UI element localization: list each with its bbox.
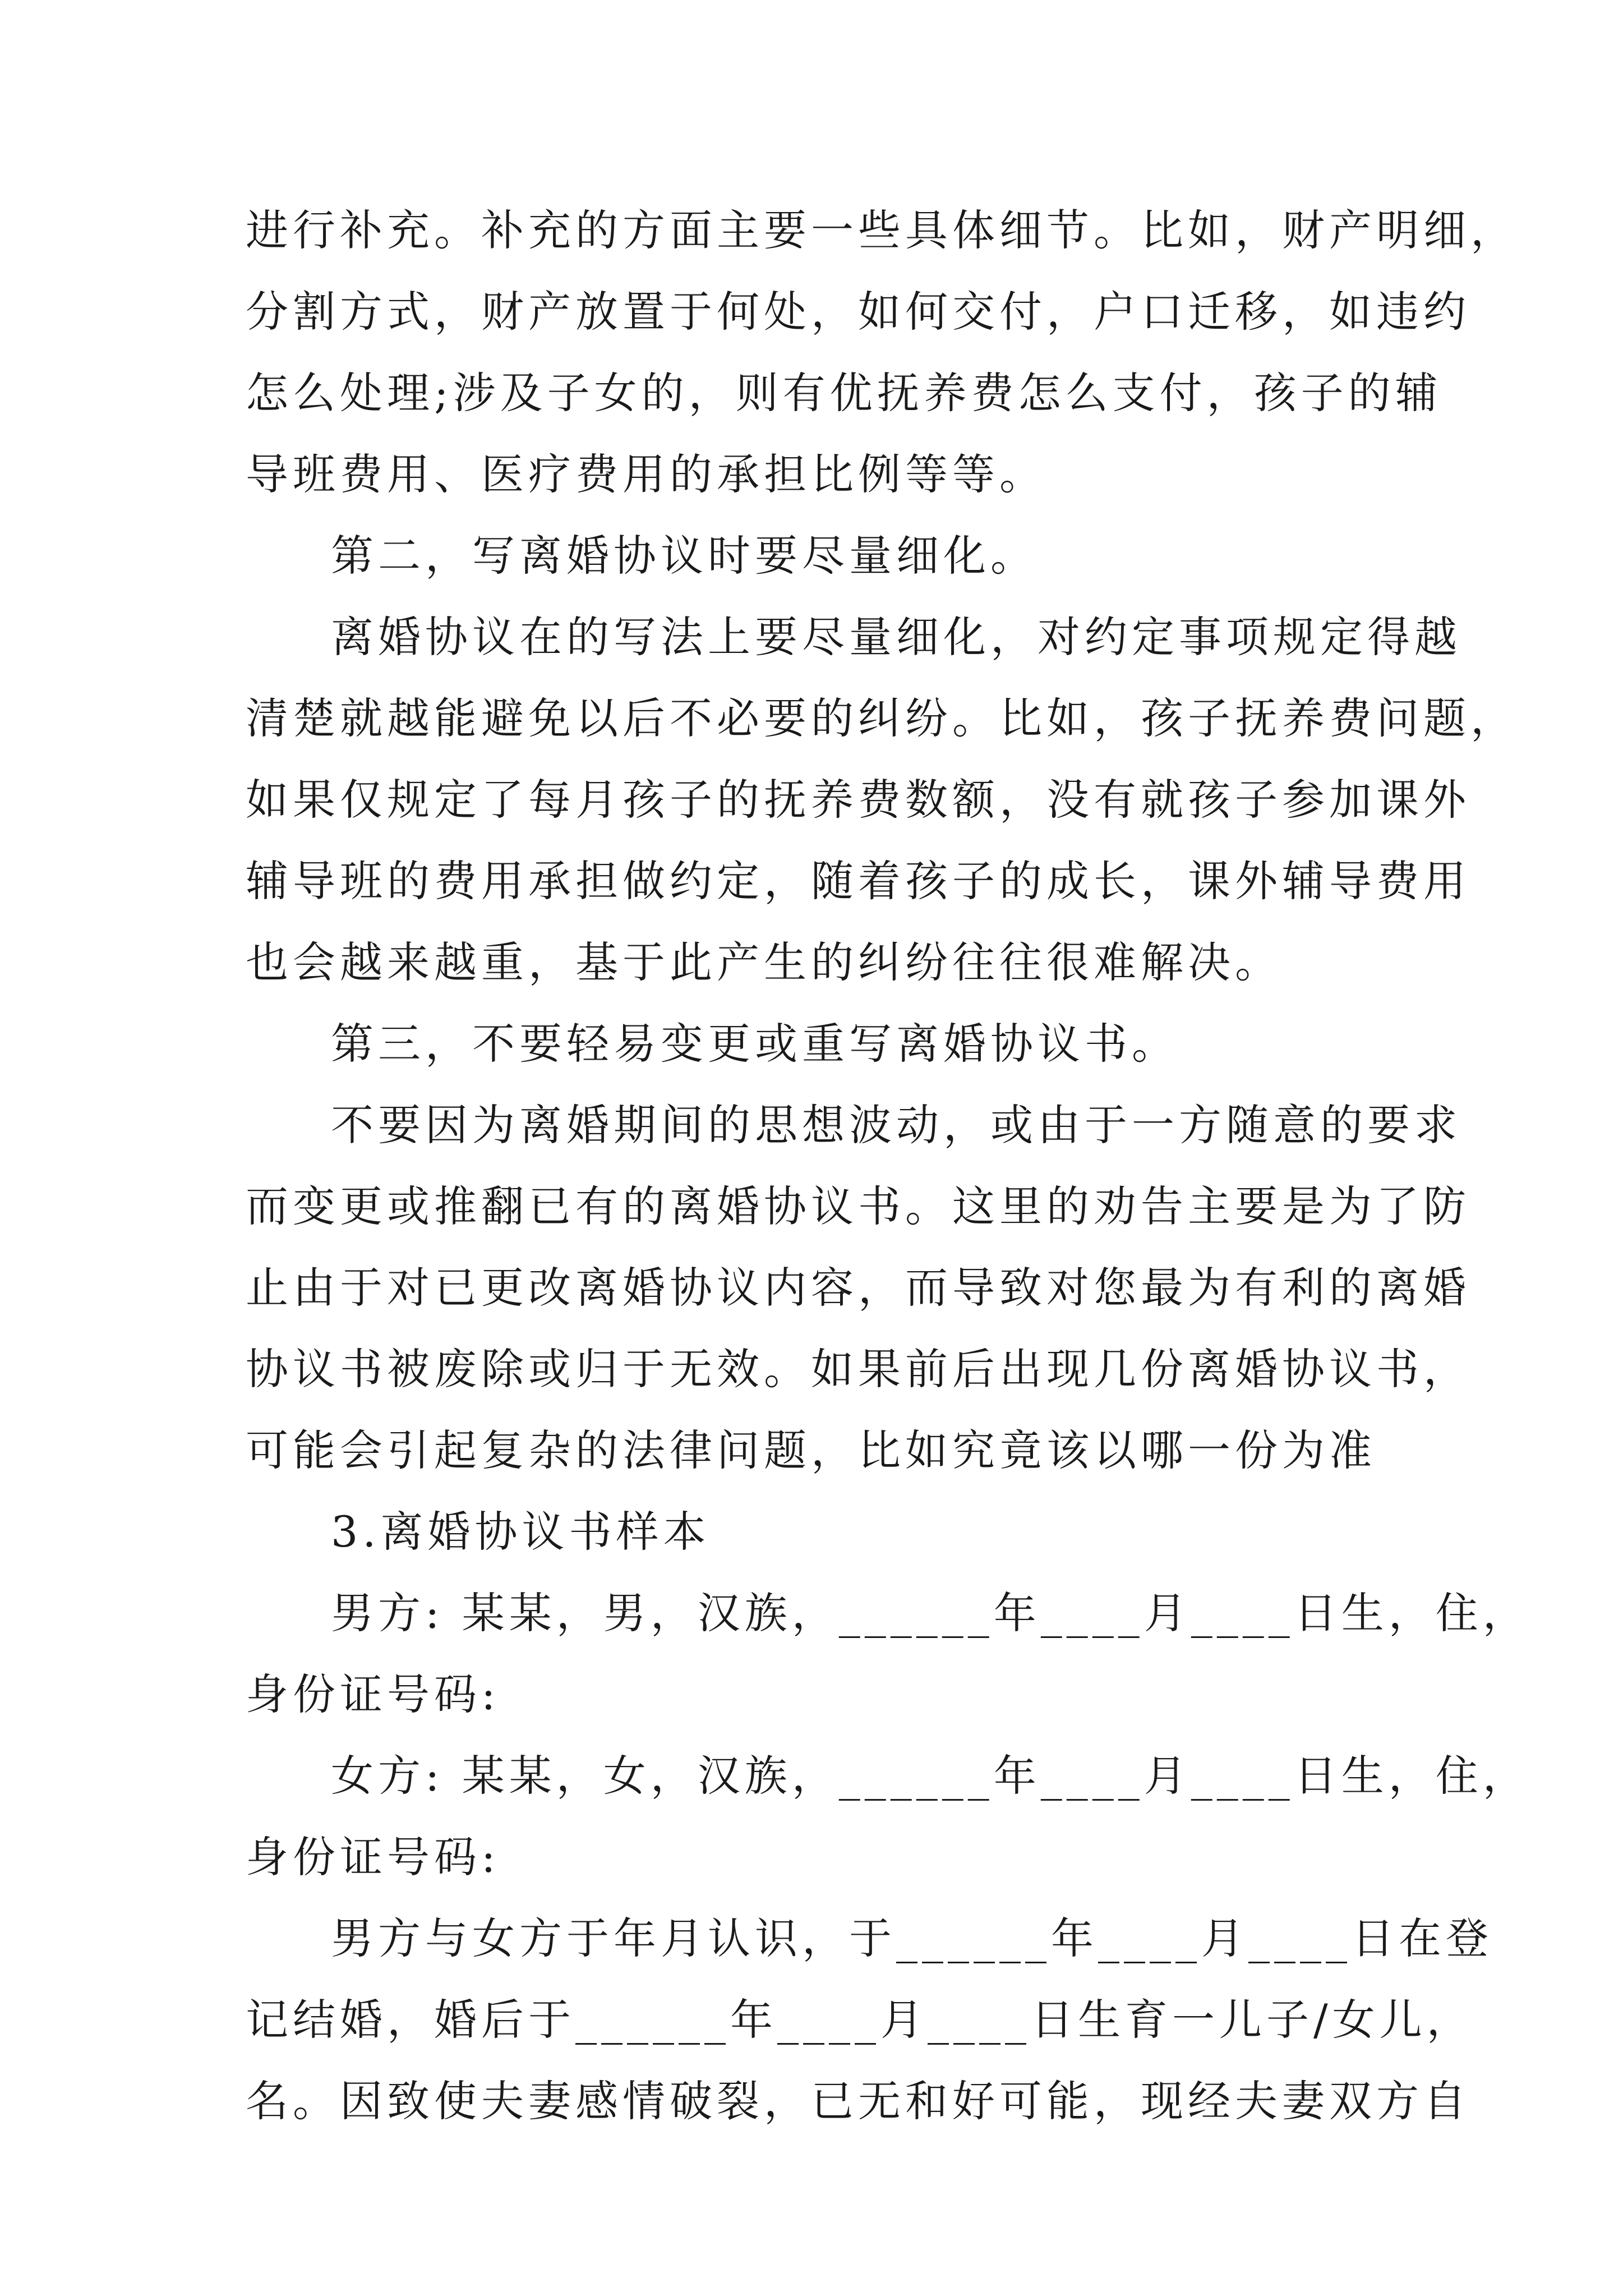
text-line: 分割方式，财产放置于何处，如何交付，户口迁移，如违约 [246,287,1470,337]
text-line: 可能会引起复杂的法律问题，比如究竟该以哪一份为准 [246,1425,1376,1475]
section-heading: 第二，写离婚协议时要尽量细化。 [331,531,1038,581]
text-line: 身份证号码: [246,1669,500,1719]
text-line: 男方: 某某，男，汉族，______年____月____日生，住， [331,1588,1530,1638]
text-line: 协议书被废除或归于无效。如果前后出现几份离婚协议书， [246,1344,1470,1394]
text-line: 记结婚，婚后于______年____月____日生育一儿子/女儿， [246,1995,1474,2045]
text-line: 名。因致使夫妻感情破裂，已无和好可能，现经夫妻双方自 [246,2076,1470,2126]
document-body [246,190,1530,2142]
text-line: 身份证号码: [246,1832,500,1882]
text-line: 怎么处理;涉及子女的，则有优抚养费怎么支付，孩子的辅 [246,368,1442,418]
text-line: 清楚就越能避免以后不必要的纠纷。比如，孩子抚养费问题， [246,693,1518,743]
text-line: 如果仅规定了每月孩子的抚养费数额，没有就孩子参加课外 [246,775,1470,825]
text-line: 离婚协议在的写法上要尽量细化，对约定事项规定得越 [331,612,1461,662]
text-line: 也会越来越重，基于此产生的纠纷往往很难解决。 [246,937,1282,987]
text-line: 导班费用、医疗费用的承担比例等等。 [246,449,1046,499]
text-line: 止由于对已更改离婚协议内容，而导致对您最为有利的离婚 [246,1263,1470,1313]
text-line: 进行补充。补充的方面主要一些具体细节。比如，财产明细， [246,205,1518,255]
text-line: 女方: 某某，女，汉族，______年____月____日生，住， [331,1751,1530,1801]
text-line: 辅导班的费用承担做约定，随着孩子的成长，课外辅导费用 [246,856,1470,906]
text-line: 不要因为离婚期间的思想波动，或由于一方随意的要求 [331,1100,1461,1150]
section-heading: 第三，不要轻易变更或重写离婚协议书。 [331,1019,1179,1069]
section-heading: 3.离婚协议书样本 [331,1507,711,1557]
text-line: 而变更或推翻已有的离婚协议书。这里的劝告主要是为了防 [246,1181,1470,1231]
text-line: 男方与女方于年月认识，于______年____月____日在登 [331,1913,1493,1963]
